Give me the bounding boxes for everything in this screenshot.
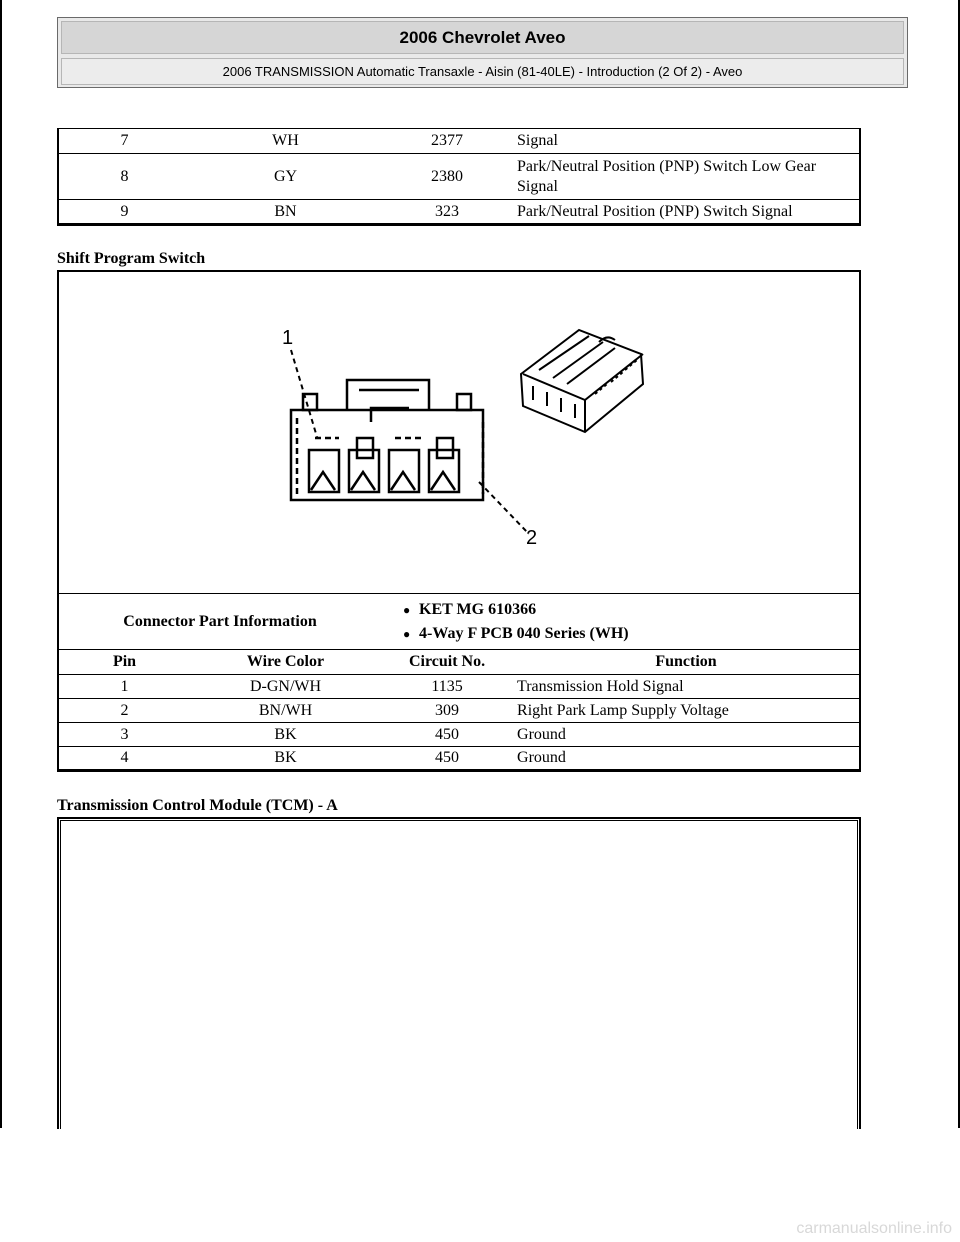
connector-isometric-view — [521, 330, 643, 432]
table-row — [58, 699, 860, 723]
connector-info-label: Connector Part Information — [58, 594, 381, 650]
circuit-cell: 1135 — [381, 675, 513, 699]
function-cell: Park/Neutral Position (PNP) Switch Low Gear Signal — [513, 154, 860, 200]
function-cell: Right Park Lamp Supply Voltage — [513, 699, 860, 723]
wire-color-cell: WH — [190, 129, 381, 154]
pnp-switch-table — [57, 128, 861, 226]
function-cell: Park/Neutral Position (PNP) Switch Signal — [513, 200, 860, 225]
watermark: carmanualsonline.info — [796, 1220, 952, 1237]
circuit-cell: 2380 — [381, 154, 513, 200]
pin-cell: 4 — [58, 747, 190, 771]
wire-color-cell: D-GN/WH — [190, 675, 381, 699]
table-row — [58, 723, 860, 747]
wire-color-cell: BK — [190, 723, 381, 747]
connector-front-view — [291, 380, 483, 500]
function-cell: Ground — [513, 723, 860, 747]
callout-1-label: 1 — [282, 327, 294, 349]
circuit-cell: 323 — [381, 200, 513, 225]
wire-color-cell: GY — [190, 154, 381, 200]
function-cell: Signal — [513, 129, 860, 154]
table-row — [58, 129, 860, 154]
shift-program-switch-table — [57, 593, 861, 772]
circuit-cell: 2377 — [381, 129, 513, 154]
column-header-function: Function — [513, 650, 860, 675]
section-heading-tcm: Transmission Control Module (TCM) - A — [57, 797, 338, 814]
pin-cell: 3 — [58, 723, 190, 747]
callout-2-label: 2 — [526, 527, 538, 549]
connector-series: ● 4-Way F PCB 040 Series (WH) — [419, 622, 855, 646]
table-row — [58, 747, 860, 771]
pin-cell: 1 — [58, 675, 190, 699]
function-cell: Transmission Hold Signal — [513, 675, 860, 699]
document-subtitle: 2006 TRANSMISSION Automatic Transaxle - Aisin (81-40LE) - Introduction (2 Of 2) - Aveo — [61, 58, 904, 85]
circuit-cell: 450 — [381, 723, 513, 747]
connector-info-values — [381, 594, 860, 650]
table-row — [58, 200, 860, 225]
connector-info-row — [58, 594, 860, 650]
circuit-cell: 450 — [381, 747, 513, 771]
column-header-wire-color: Wire Color — [190, 650, 381, 675]
callout-2-line — [479, 482, 529, 534]
section-heading-shift-program-switch: Shift Program Switch — [57, 250, 206, 267]
tcm-diagram-box — [57, 817, 861, 1129]
column-header-pin: Pin — [58, 650, 190, 675]
pin-cell: 8 — [58, 154, 190, 200]
wire-color-cell: BN/WH — [190, 699, 381, 723]
document-header — [57, 17, 908, 88]
function-cell: Ground — [513, 747, 860, 771]
pin-cell: 7 — [58, 129, 190, 154]
wire-color-cell: BK — [190, 747, 381, 771]
pin-cell: 9 — [58, 200, 190, 225]
document-title: 2006 Chevrolet Aveo — [61, 21, 904, 54]
table-row — [58, 675, 860, 699]
table-row — [58, 154, 860, 200]
table-header-row — [58, 650, 860, 675]
connector-diagram-box — [57, 270, 861, 594]
column-header-circuit: Circuit No. — [381, 650, 513, 675]
pin-cell: 2 — [58, 699, 190, 723]
tcm-diagram-inner — [60, 820, 858, 1129]
connector-part-number: ● KET MG 610366 — [419, 598, 855, 622]
connector-diagram — [59, 272, 859, 594]
circuit-cell: 309 — [381, 699, 513, 723]
wire-color-cell: BN — [190, 200, 381, 225]
